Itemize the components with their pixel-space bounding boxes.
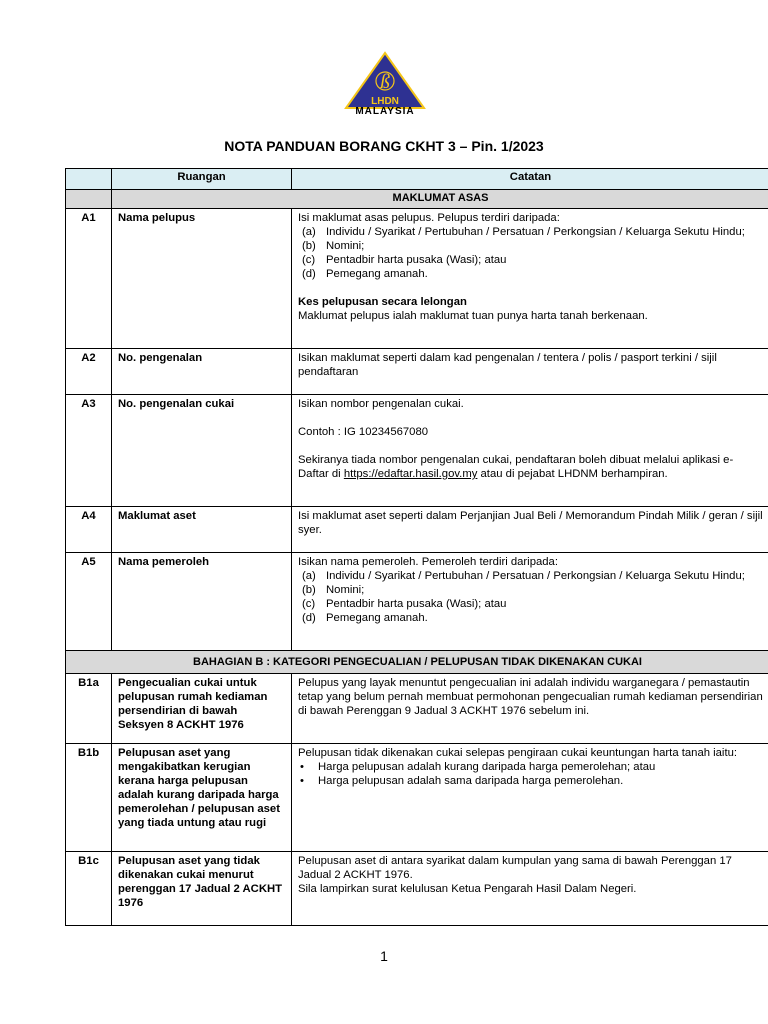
row-field: No. pengenalan — [112, 349, 292, 395]
row-notes: Isikan maklumat seperti dalam kad pengenalan / tentera / polis / pasport terkini / sijil pendaftaran — [292, 349, 768, 395]
header-ruangan: Ruangan — [112, 169, 292, 190]
row-notes: Isi maklumat aset seperti dalam Perjanjian Jual Beli / Memorandum Pindah Milik / geran / sijil syer. — [292, 507, 768, 553]
row-code: A5 — [66, 553, 112, 651]
row-field: Pelupusan aset yang tidak dikenakan cukai menurut perenggan 17 Jadual 2 ACKHT 1976 — [112, 852, 292, 926]
row-notes — [292, 395, 768, 507]
section-row-a — [66, 190, 768, 209]
row-code: A2 — [66, 349, 112, 395]
notes-list — [298, 569, 763, 625]
list-item: • Harga pelupusan adalah kurang daripada harga pemerolehan; atau — [300, 761, 656, 773]
row-field: Nama pelupus — [112, 209, 292, 349]
list-item: (b) Nomini; — [302, 584, 365, 596]
row-notes — [292, 553, 768, 651]
notes-intro: Isikan nama pemeroleh. Pemeroleh terdiri daripada: — [298, 556, 558, 568]
row-code: B1b — [66, 744, 112, 852]
page-number: 1 — [380, 948, 388, 964]
table-header-row — [66, 169, 768, 190]
table-row-a5 — [66, 553, 768, 651]
row-code: A4 — [66, 507, 112, 553]
table-row-a1 — [66, 209, 768, 349]
page-title: NOTA PANDUAN BORANG CKHT 3 – Pin. 1/2023 — [224, 138, 544, 154]
section-title-a: MAKLUMAT ASAS — [112, 190, 768, 209]
notes-intro: Pelupusan tidak dikenakan cukai selepas pengiraan cukai keuntungan harta tanah iaitu: — [298, 747, 738, 759]
row-notes — [292, 744, 768, 852]
notes-line: Sekiranya tiada nombor pengenalan cukai, pendaftaran boleh dibuat melalui aplikasi e-Daftar di https://edaftar.hasil.gov.my atau di pejabat LHDNM berhampiran. — [298, 454, 734, 480]
table-row-a3 — [66, 395, 768, 507]
row-code: B1c — [66, 852, 112, 926]
list-item: (a) Individu / Syarikat / Pertubuhan / Persatuan / Perkongsian / Keluarga Sekutu Hindu; — [302, 226, 745, 238]
row-field: Pelupusan aset yang mengakibatkan kerugian kerana harga pelupusan adalah kurang daripada harga pemerolehan / pelupusan aset yang tiada untung atau rugi — [112, 744, 292, 852]
row-code: A1 — [66, 209, 112, 349]
section-row-b — [66, 651, 768, 674]
header-empty — [66, 169, 112, 190]
notes-line: Isikan nombor pengenalan cukai. — [298, 398, 464, 410]
notes-example: Contoh : IG 10234567080 — [298, 426, 429, 438]
guide-table — [65, 168, 768, 926]
row-notes: Pelupus yang layak menuntut pengecualian ini adalah individu warganegara / pemastautin tetap yang belum pernah membuat permohonan pengecualian rumah kediaman persendirian di bawah Perenggan 9 Jadual 3 ACKHT 1976 sebelum ini. — [292, 674, 768, 744]
notes-line: Pelupusan aset di antara syarikat dalam kumpulan yang sama di bawah Perenggan 17 Jadual 2 ACKHT 1976. — [298, 855, 732, 881]
table-row-b1a — [66, 674, 768, 744]
section-title-b: BAHAGIAN B : KATEGORI PENGECUALIAN / PELUPUSAN TIDAK DIKENAKAN CUKAI — [66, 651, 768, 674]
list-item: (a) Individu / Syarikat / Pertubuhan / Persatuan / Perkongsian / Keluarga Sekutu Hindu; — [302, 570, 745, 582]
row-field: No. pengenalan cukai — [112, 395, 292, 507]
logo-line2: MALAYSIA — [355, 106, 415, 117]
row-notes — [292, 852, 768, 926]
row-code: B1a — [66, 674, 112, 744]
row-field: Nama pemeroleh — [112, 553, 292, 651]
edaftar-link[interactable]: https://edaftar.hasil.gov.my — [343, 468, 478, 480]
svg-text:ß: ß — [380, 71, 390, 93]
table-row-b1c — [66, 852, 768, 926]
notes-line: Sila lampirkan surat kelulusan Ketua Pengarah Hasil Dalam Negeri. — [298, 883, 637, 895]
row-field: Maklumat aset — [112, 507, 292, 553]
row-field: Pengecualian cukai untuk pelupusan rumah kediaman persendirian di bawah Seksyen 8 ACKHT 1976 — [112, 674, 292, 744]
row-notes — [292, 209, 768, 349]
notes-intro: Isi maklumat asas pelupus. Pelupus terdiri daripada: — [298, 212, 560, 224]
header-catatan: Catatan — [292, 169, 768, 190]
table-row-b1b — [66, 744, 768, 852]
notes-list — [298, 225, 763, 281]
list-item: • Harga pelupusan adalah sama daripada harga pemerolehan. — [300, 775, 624, 787]
table-row-a4 — [66, 507, 768, 553]
logo-line1: LHDN — [371, 96, 399, 107]
list-item: (b) Nomini; — [302, 240, 365, 252]
notes-bullets — [298, 760, 763, 788]
row-code: A3 — [66, 395, 112, 507]
table-row-a2 — [66, 349, 768, 395]
notes-subtext: Maklumat pelupus ialah maklumat tuan punya harta tanah berkenaan. — [298, 310, 648, 322]
notes-subheading: Kes pelupusan secara lelongan — [298, 296, 467, 308]
list-item: (d) Pemegang amanah. — [302, 612, 428, 624]
list-item: (d) Pemegang amanah. — [302, 268, 428, 280]
list-item: (c) Pentadbir harta pusaka (Wasi); atau — [302, 598, 507, 610]
list-item: (c) Pentadbir harta pusaka (Wasi); atau — [302, 254, 507, 266]
